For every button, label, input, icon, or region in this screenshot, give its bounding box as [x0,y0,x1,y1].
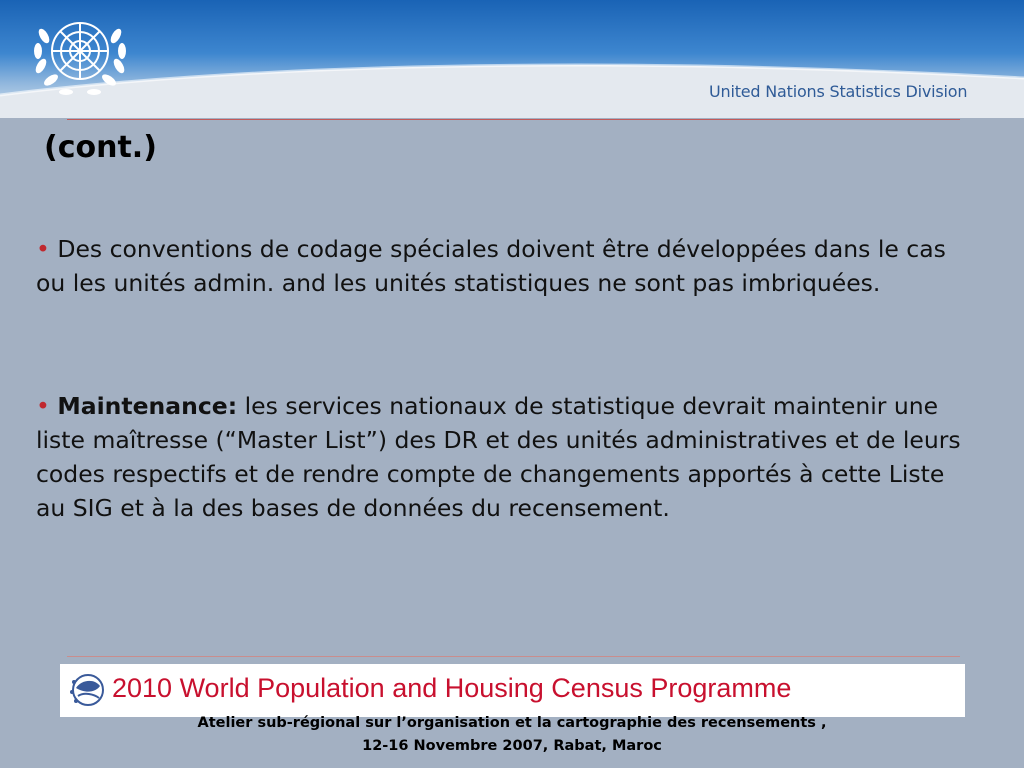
census-programme-banner [60,664,965,717]
census-programme-logo-icon [66,668,110,712]
banner-title: 2010 World Population and Housing Census Programme [112,673,792,703]
bullet-paragraph-1 [36,232,976,300]
footer-line-2: 12-16 Novembre 2007, Rabat, Maroc [362,738,662,754]
bottom-divider [67,656,960,657]
bullet-icon: • [36,392,50,420]
bullet-2-heading: Maintenance: [57,392,238,420]
bullet-2-text: les services nationaux de statistique devrait maintenir une liste maîtresse (“Master List”) des DR et des unités administratives et de leurs codes respectifs et de rendre compte de changements apportés à cette Liste au SIG et à la des bases de données du recensement. [36,392,961,522]
bullet-paragraph-2 [36,389,976,525]
un-emblem-icon [26,6,134,104]
bullet-icon: • [36,235,50,263]
header-band [0,0,1024,118]
footer-line-1: Atelier sub-régional sur l’organisation et la cartographie des recensements , [197,715,827,731]
bullet-1-text: Des conventions de codage spéciales doivent être développées dans le cas ou les unités admin. and les unités statistiques ne sont pas imbriquées. [36,235,946,297]
top-divider [67,119,960,120]
organization-name: United Nations Statistics Division [709,82,968,101]
slide-title: (cont.) [44,130,157,165]
